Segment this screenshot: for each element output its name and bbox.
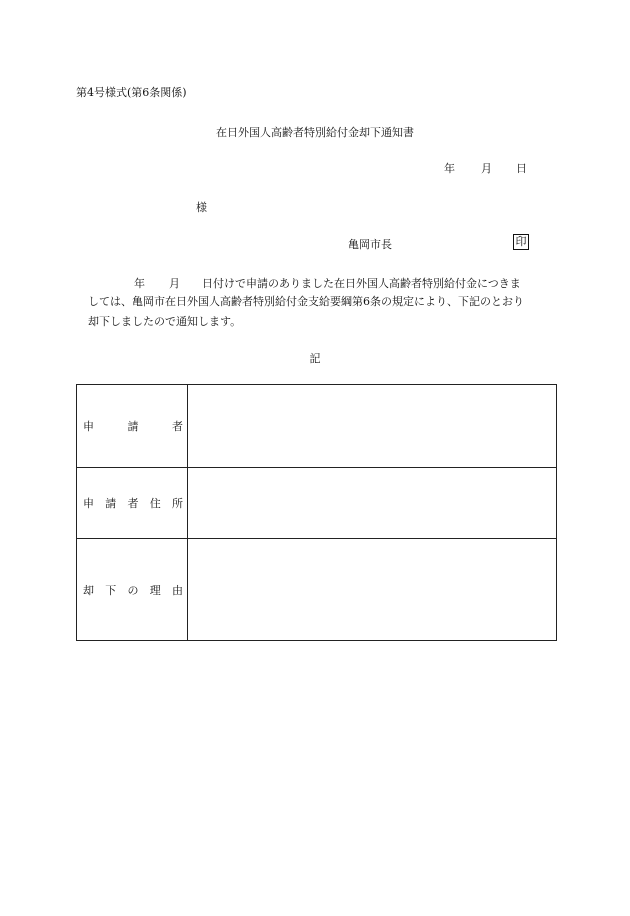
reason-label [83,582,183,598]
label-char: 却 [83,583,94,597]
applicant-label [83,418,183,434]
date-year-label: 年 [444,162,455,175]
table-row-applicant [77,385,557,468]
label-char: 請 [127,420,139,433]
label-char: 請 [105,497,117,510]
label-char: 者 [172,420,183,433]
table-row-address [77,468,557,539]
body-line-1 [134,275,521,291]
label-char: 者 [127,497,139,510]
label-char: 所 [172,497,183,510]
label-char: 申 [83,420,94,433]
seal-mark: 印 [513,234,529,250]
reason-label-cell [77,539,188,641]
sender-name: 亀岡市長 [348,238,392,251]
document-title: 在日外国人高齢者特別給付金却下通知書 [216,126,414,139]
body-line-1-text: 日付けで申請のありました在日外国人高齢者特別給付金につきま [202,277,521,290]
body-line-3: 却下しましたので通知します。 [88,315,242,328]
addressee-suffix: 様 [196,201,207,214]
form-number: 第4号様式(第6条関係) [76,86,187,99]
label-char: 下 [105,583,117,597]
label-char: の [127,583,139,597]
body-line-2: しては、亀岡市在日外国人高齢者特別給付金支給要綱第6条の規定により、下記のとおり [88,295,524,308]
label-char: 申 [83,497,94,510]
date-month-label: 月 [481,162,492,175]
label-char: 住 [149,497,161,510]
label-char: 理 [149,583,161,597]
ki-heading: 記 [309,352,321,365]
table-row-reason [77,539,557,641]
label-char: 由 [172,583,183,597]
body-month-label: 月 [169,277,180,290]
date-day-label: 日 [516,162,527,175]
details-table [76,384,557,641]
applicant-label-cell [77,385,188,468]
address-label [83,495,183,511]
reason-value-cell [188,539,557,641]
address-label-cell [77,468,188,539]
body-year-label: 年 [134,277,145,290]
applicant-value-cell [188,385,557,468]
address-value-cell [188,468,557,539]
